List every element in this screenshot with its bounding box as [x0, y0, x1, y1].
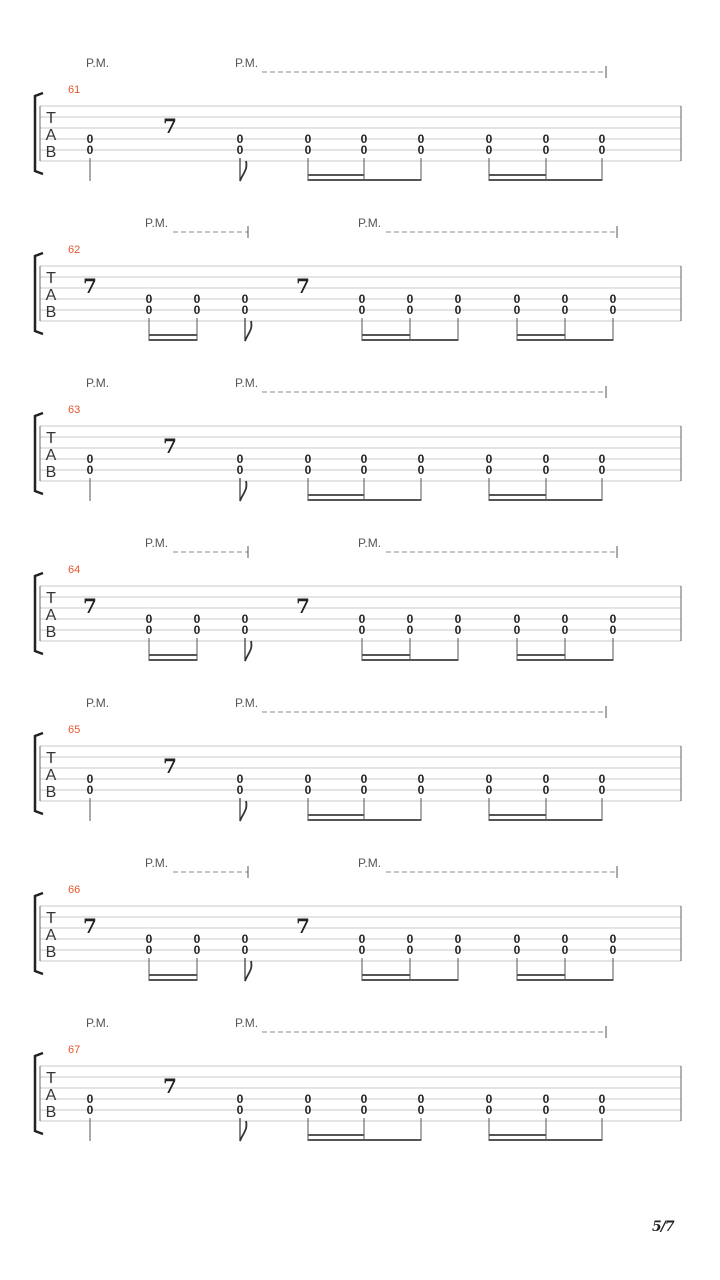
eighth-rest-symbol: 7 — [83, 594, 97, 618]
fret-number: 0 — [454, 292, 462, 306]
fret-number: 0 — [406, 932, 414, 946]
tab-clef-b: B — [45, 144, 57, 161]
tab-clef-a: A — [45, 447, 57, 464]
fret-number: 0 — [485, 772, 493, 786]
fret-number: 0 — [145, 292, 153, 306]
fret-number: 0 — [193, 943, 201, 957]
note-flag — [245, 641, 251, 661]
fret-number: 0 — [454, 932, 462, 946]
fret-number: 0 — [542, 143, 550, 157]
tab-clef-t: T — [46, 910, 56, 927]
fret-number: 0 — [304, 772, 312, 786]
fret-number: 0 — [86, 772, 94, 786]
fret-number: 0 — [358, 612, 366, 626]
palm-mute-label: P.M. — [145, 536, 169, 550]
fret-number: 0 — [145, 612, 153, 626]
system-bracket — [35, 413, 43, 494]
note-flag — [240, 161, 246, 181]
tab-clef-b: B — [45, 304, 57, 321]
fret-number: 0 — [513, 943, 521, 957]
fret-number: 0 — [417, 1103, 425, 1117]
fret-number: 0 — [360, 132, 368, 146]
fret-number: 0 — [513, 292, 521, 306]
tab-clef-a: A — [45, 927, 57, 944]
fret-number: 0 — [304, 1103, 312, 1117]
fret-number: 0 — [236, 783, 244, 797]
tab-clef-t: T — [46, 110, 56, 127]
system-bracket — [35, 733, 43, 814]
system-bracket — [35, 1053, 43, 1134]
fret-number: 0 — [406, 303, 414, 317]
fret-number: 0 — [513, 612, 521, 626]
fret-number: 0 — [485, 463, 493, 477]
fret-number: 0 — [561, 292, 569, 306]
fret-number: 0 — [86, 1092, 94, 1106]
palm-mute-label: P.M. — [235, 1016, 259, 1030]
measure-number: 66 — [68, 884, 81, 896]
system-bracket — [35, 253, 43, 334]
fret-number: 0 — [598, 452, 606, 466]
tab-clef-a: A — [45, 767, 57, 784]
fret-number: 0 — [86, 143, 94, 157]
tab-system-63 — [35, 376, 681, 501]
fret-number: 0 — [454, 943, 462, 957]
fret-number: 0 — [485, 452, 493, 466]
fret-number: 0 — [358, 623, 366, 637]
palm-mute-label: P.M. — [235, 696, 259, 710]
fret-number: 0 — [485, 1103, 493, 1117]
measure-number: 63 — [68, 404, 81, 416]
fret-number: 0 — [417, 463, 425, 477]
fret-number: 0 — [513, 303, 521, 317]
fret-number: 0 — [417, 1092, 425, 1106]
fret-number: 0 — [417, 772, 425, 786]
measure-number: 62 — [68, 244, 81, 256]
fret-number: 0 — [417, 143, 425, 157]
eighth-rest-symbol: 7 — [163, 114, 177, 138]
palm-mute-label: P.M. — [235, 376, 259, 390]
fret-number: 0 — [193, 612, 201, 626]
system-bracket — [35, 93, 43, 174]
tab-system-62 — [35, 216, 681, 341]
tab-clef-b: B — [45, 464, 57, 481]
tab-clef-a: A — [45, 607, 57, 624]
fret-number: 0 — [304, 463, 312, 477]
fret-number: 0 — [241, 943, 249, 957]
fret-number: 0 — [609, 612, 617, 626]
fret-number: 0 — [241, 612, 249, 626]
tab-clef-a: A — [45, 127, 57, 144]
fret-number: 0 — [304, 1092, 312, 1106]
tab-clef-t: T — [46, 590, 56, 607]
fret-number: 0 — [304, 143, 312, 157]
fret-number: 0 — [358, 943, 366, 957]
eighth-rest-symbol: 7 — [83, 274, 97, 298]
tab-system-66 — [35, 856, 681, 981]
fret-number: 0 — [406, 292, 414, 306]
tab-clef-t: T — [46, 270, 56, 287]
fret-number: 0 — [598, 783, 606, 797]
fret-number: 0 — [360, 1103, 368, 1117]
fret-number: 0 — [360, 783, 368, 797]
palm-mute-label: P.M. — [358, 856, 382, 870]
system-bracket — [35, 573, 43, 654]
tab-clef-b: B — [45, 944, 57, 961]
fret-number: 0 — [360, 452, 368, 466]
fret-number: 0 — [485, 143, 493, 157]
fret-number: 0 — [406, 623, 414, 637]
fret-number: 0 — [609, 623, 617, 637]
fret-number: 0 — [145, 623, 153, 637]
page-number: 5/7 — [652, 1219, 674, 1235]
fret-number: 0 — [542, 452, 550, 466]
fret-number: 0 — [236, 463, 244, 477]
fret-number: 0 — [542, 783, 550, 797]
fret-number: 0 — [360, 143, 368, 157]
fret-number: 0 — [485, 1092, 493, 1106]
tab-system-61 — [35, 56, 681, 181]
fret-number: 0 — [145, 303, 153, 317]
fret-number: 0 — [609, 303, 617, 317]
tab-clef-t: T — [46, 1070, 56, 1087]
tab-clef-t: T — [46, 750, 56, 767]
fret-number: 0 — [86, 452, 94, 466]
fret-number: 0 — [360, 1092, 368, 1106]
fret-number: 0 — [360, 772, 368, 786]
eighth-rest-symbol: 7 — [296, 594, 310, 618]
fret-number: 0 — [598, 772, 606, 786]
fret-number: 0 — [406, 943, 414, 957]
note-flag — [240, 481, 246, 501]
tab-clef-b: B — [45, 784, 57, 801]
measure-number: 67 — [68, 1044, 81, 1056]
note-flag — [245, 321, 251, 341]
fret-number: 0 — [485, 783, 493, 797]
fret-number: 0 — [417, 783, 425, 797]
fret-number: 0 — [542, 463, 550, 477]
palm-mute-label: P.M. — [145, 216, 169, 230]
fret-number: 0 — [542, 132, 550, 146]
fret-number: 0 — [561, 932, 569, 946]
palm-mute-label: P.M. — [358, 216, 382, 230]
fret-number: 0 — [236, 143, 244, 157]
fret-number: 0 — [304, 132, 312, 146]
fret-number: 0 — [454, 623, 462, 637]
fret-number: 0 — [542, 772, 550, 786]
fret-number: 0 — [561, 612, 569, 626]
fret-number: 0 — [236, 1092, 244, 1106]
fret-number: 0 — [542, 1103, 550, 1117]
fret-number: 0 — [598, 143, 606, 157]
fret-number: 0 — [513, 623, 521, 637]
fret-number: 0 — [513, 932, 521, 946]
fret-number: 0 — [598, 1103, 606, 1117]
tab-system-67 — [35, 1016, 681, 1141]
fret-number: 0 — [485, 132, 493, 146]
fret-number: 0 — [304, 783, 312, 797]
fret-number: 0 — [241, 932, 249, 946]
fret-number: 0 — [598, 463, 606, 477]
fret-number: 0 — [241, 303, 249, 317]
fret-number: 0 — [358, 303, 366, 317]
palm-mute-label: P.M. — [86, 1016, 110, 1030]
fret-number: 0 — [241, 623, 249, 637]
tab-system-64 — [35, 536, 681, 661]
fret-number: 0 — [360, 463, 368, 477]
fret-number: 0 — [454, 303, 462, 317]
fret-number: 0 — [236, 132, 244, 146]
palm-mute-label: P.M. — [86, 376, 110, 390]
fret-number: 0 — [86, 783, 94, 797]
palm-mute-label: P.M. — [358, 536, 382, 550]
tab-clef-b: B — [45, 624, 57, 641]
fret-number: 0 — [193, 292, 201, 306]
eighth-rest-symbol: 7 — [163, 434, 177, 458]
fret-number: 0 — [193, 623, 201, 637]
fret-number: 0 — [406, 612, 414, 626]
palm-mute-label: P.M. — [86, 696, 110, 710]
fret-number: 0 — [145, 932, 153, 946]
fret-number: 0 — [542, 1092, 550, 1106]
note-flag — [240, 1121, 246, 1141]
fret-number: 0 — [304, 452, 312, 466]
fret-number: 0 — [86, 132, 94, 146]
fret-number: 0 — [417, 452, 425, 466]
fret-number: 0 — [236, 1103, 244, 1117]
palm-mute-label: P.M. — [145, 856, 169, 870]
measure-number: 65 — [68, 724, 81, 736]
fret-number: 0 — [236, 452, 244, 466]
note-flag — [245, 961, 251, 981]
measure-number: 61 — [68, 84, 81, 96]
tab-clef-a: A — [45, 287, 57, 304]
tab-clef-b: B — [45, 1104, 57, 1121]
eighth-rest-symbol: 7 — [296, 274, 310, 298]
fret-number: 0 — [86, 463, 94, 477]
palm-mute-label: P.M. — [86, 56, 110, 70]
fret-number: 0 — [609, 932, 617, 946]
eighth-rest-symbol: 7 — [296, 914, 310, 938]
tab-clef-a: A — [45, 1087, 57, 1104]
fret-number: 0 — [561, 303, 569, 317]
fret-number: 0 — [193, 303, 201, 317]
fret-number: 0 — [454, 612, 462, 626]
fret-number: 0 — [358, 292, 366, 306]
fret-number: 0 — [417, 132, 425, 146]
note-flag — [240, 801, 246, 821]
fret-number: 0 — [598, 1092, 606, 1106]
fret-number: 0 — [193, 932, 201, 946]
tab-system-65 — [35, 696, 681, 821]
tab-clef-t: T — [46, 430, 56, 447]
fret-number: 0 — [241, 292, 249, 306]
eighth-rest-symbol: 7 — [163, 1074, 177, 1098]
fret-number: 0 — [609, 943, 617, 957]
fret-number: 0 — [358, 932, 366, 946]
measure-number: 64 — [68, 564, 81, 576]
eighth-rest-symbol: 7 — [163, 754, 177, 778]
fret-number: 0 — [86, 1103, 94, 1117]
system-bracket — [35, 893, 43, 974]
fret-number: 0 — [561, 623, 569, 637]
fret-number: 0 — [598, 132, 606, 146]
fret-number: 0 — [145, 943, 153, 957]
fret-number: 0 — [236, 772, 244, 786]
palm-mute-label: P.M. — [235, 56, 259, 70]
fret-number: 0 — [609, 292, 617, 306]
eighth-rest-symbol: 7 — [83, 914, 97, 938]
fret-number: 0 — [561, 943, 569, 957]
